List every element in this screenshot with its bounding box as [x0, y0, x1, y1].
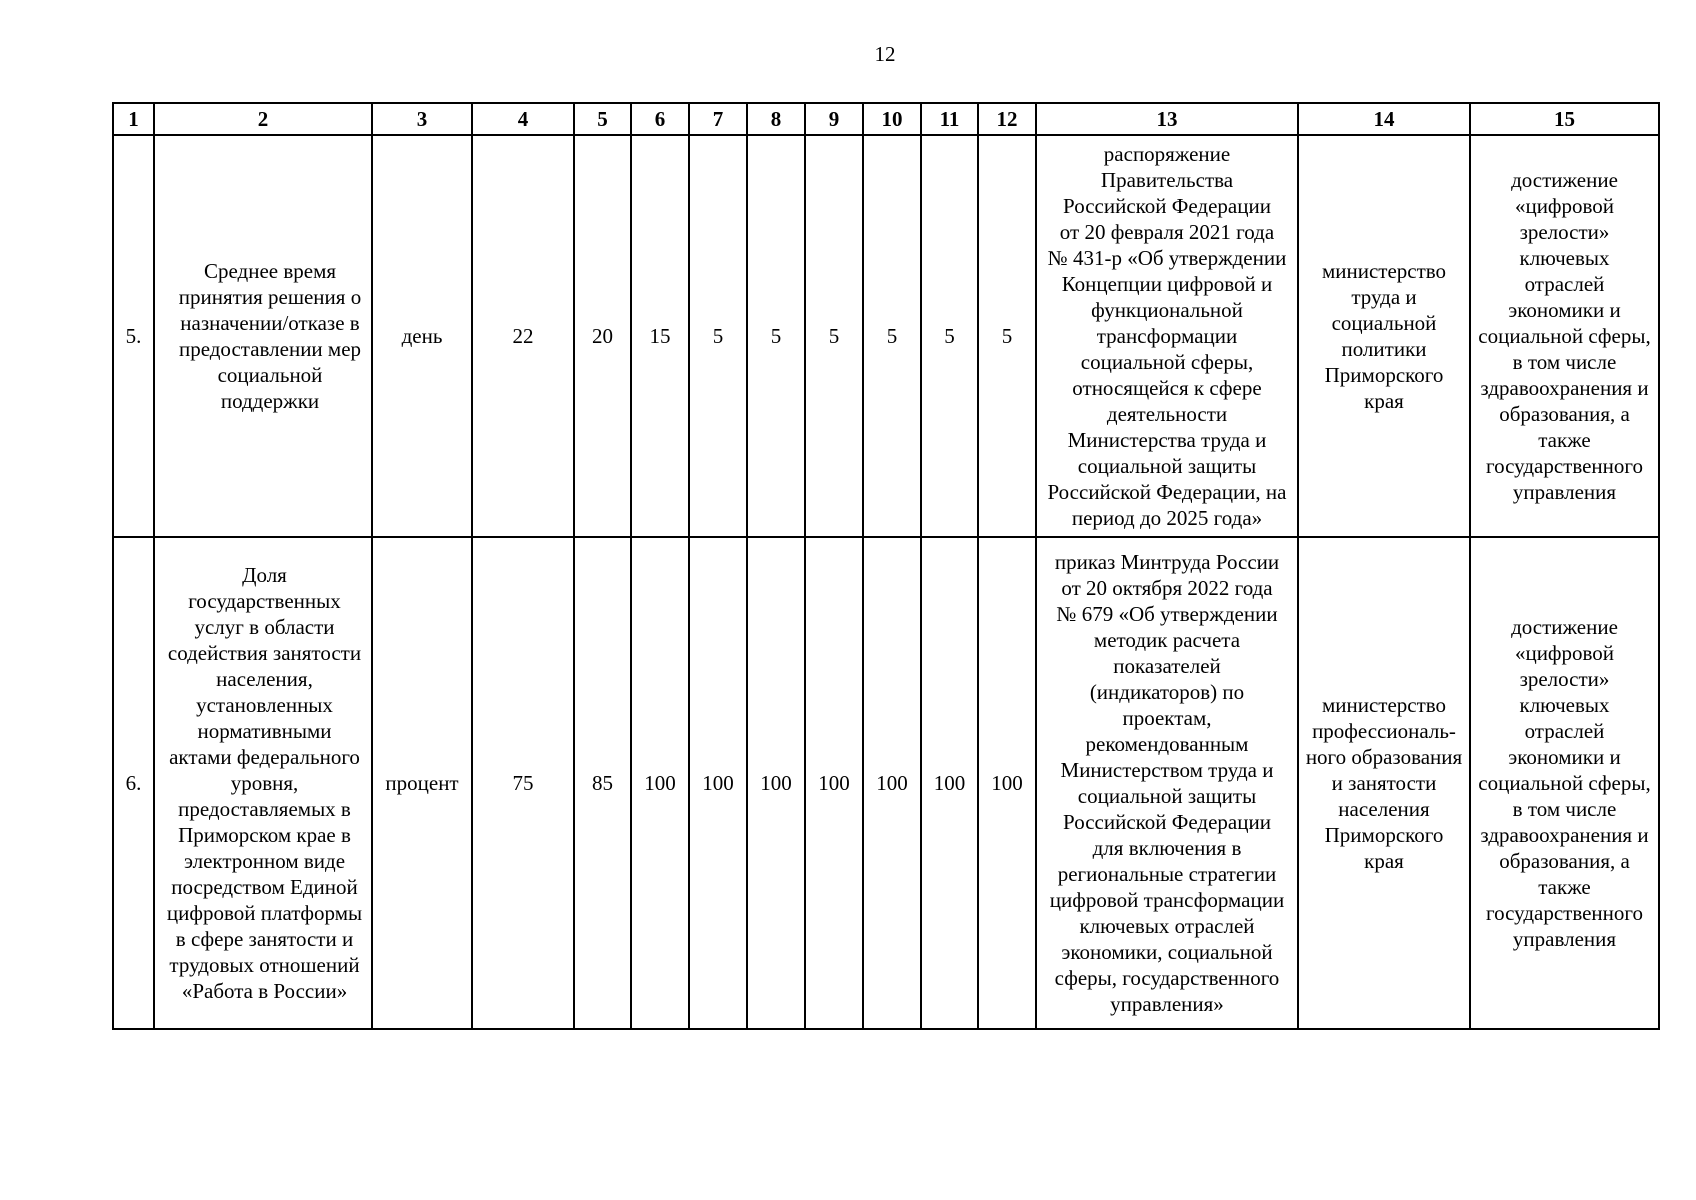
text-line: Приморском крае в — [178, 823, 351, 847]
text-line: Приморского — [1324, 823, 1444, 847]
value-cell: 5 — [805, 135, 863, 537]
value-cell: 5 — [921, 135, 978, 537]
text-line: назначении/отказе в — [180, 311, 360, 335]
text-line: уровня, — [230, 771, 299, 795]
text-line: сферы, государственного — [1054, 966, 1280, 990]
text-line: экономики, социальной — [1061, 940, 1273, 964]
text-line: экономики и — [1508, 745, 1621, 769]
indicator-name — [154, 135, 372, 537]
header-cell: 5 — [574, 103, 631, 135]
unit-cell: день — [372, 135, 472, 537]
text-line: Российской Федерации — [1063, 810, 1271, 834]
text-line: № 679 «Об утверждении — [1056, 602, 1278, 626]
value-cell: 100 — [978, 537, 1036, 1029]
header-cell: 2 — [154, 103, 372, 135]
value-cell: 100 — [805, 537, 863, 1029]
value-cell: 100 — [921, 537, 978, 1029]
header-cell: 15 — [1470, 103, 1659, 135]
text-line: для включения в — [1092, 836, 1242, 860]
text-line: ключевых отраслей — [1079, 914, 1255, 938]
header-cell: 3 — [372, 103, 472, 135]
text-line: Концепции цифровой и — [1061, 272, 1273, 296]
value-cell: 22 — [472, 135, 574, 537]
text-line: достижение — [1511, 168, 1618, 192]
table-row — [113, 135, 1659, 537]
text-line: от 20 октября 2022 года — [1061, 576, 1273, 600]
value-cell: 5 — [978, 135, 1036, 537]
text-line: ного образования — [1305, 745, 1463, 769]
header-cell: 8 — [747, 103, 805, 135]
text-line: населения, — [216, 667, 313, 691]
text-line: управления — [1512, 480, 1617, 504]
text-line: здравоохранения и — [1480, 376, 1649, 400]
text-line: Среднее время — [203, 259, 337, 283]
text-line: трансформации — [1096, 324, 1238, 348]
unit-cell: процент — [372, 537, 472, 1029]
text-line: предоставлении мер — [178, 337, 362, 361]
text-line: государственных — [188, 589, 341, 613]
text-line: ключевых — [1519, 246, 1610, 270]
goal-cell — [1470, 537, 1659, 1029]
text-line: электронном виде — [183, 849, 346, 873]
text-line: министерство — [1321, 259, 1447, 283]
text-line: Министерства труда и — [1067, 428, 1267, 452]
header-cell: 7 — [689, 103, 747, 135]
text-line: также — [1538, 875, 1591, 899]
text-line: и занятости — [1331, 771, 1437, 795]
text-line: «цифровой — [1514, 641, 1615, 665]
text-line: социальной сферы, — [1478, 324, 1651, 348]
text-line: содействия занятости — [167, 641, 362, 665]
header-cell: 9 — [805, 103, 863, 135]
text-line: края — [1364, 849, 1404, 873]
text-line: зрелости» — [1519, 220, 1610, 244]
text-line: региональные стратегии — [1057, 862, 1277, 886]
header-cell: 14 — [1298, 103, 1470, 135]
text-line: достижение — [1511, 615, 1618, 639]
text-line: также — [1538, 428, 1591, 452]
text-line: социальной — [1331, 311, 1437, 335]
value-cell: 15 — [631, 135, 689, 537]
text-line: Приморского — [1324, 363, 1444, 387]
text-line: «Работа в России» — [181, 979, 348, 1003]
text-line: поддержки — [220, 389, 320, 413]
header-cell: 6 — [631, 103, 689, 135]
text-line: цифровой платформы — [166, 901, 363, 925]
legal-source — [1036, 537, 1298, 1029]
text-line: отраслей — [1524, 719, 1605, 743]
text-line: населения — [1338, 797, 1430, 821]
text-line: деятельности — [1106, 402, 1228, 426]
text-line: Доля — [242, 563, 287, 587]
text-line: показателей — [1113, 654, 1221, 678]
text-line: социальной — [217, 363, 323, 387]
text-line: социальной сферы, — [1478, 771, 1651, 795]
text-line: (индикаторов) по — [1089, 680, 1245, 704]
value-cell: 5 — [863, 135, 921, 537]
text-line: отраслей — [1524, 272, 1605, 296]
indicator-name — [154, 537, 372, 1029]
header-cell: 12 — [978, 103, 1036, 135]
text-line: социальной защиты — [1077, 454, 1257, 478]
responsible-body — [1298, 537, 1470, 1029]
text-line: от 20 февраля 2021 года — [1059, 220, 1275, 244]
header-cell: 10 — [863, 103, 921, 135]
header-cell: 13 — [1036, 103, 1298, 135]
text-line: распоряжение — [1103, 142, 1231, 166]
text-line: в том числе — [1512, 797, 1617, 821]
text-line: социальной защиты — [1077, 784, 1257, 808]
table-row — [113, 537, 1659, 1029]
value-cell: 100 — [863, 537, 921, 1029]
value-cell: 5 — [747, 135, 805, 537]
text-line: посредством Единой — [171, 875, 358, 899]
value-cell: 85 — [574, 537, 631, 1029]
indicators-table — [112, 102, 1660, 1030]
text-line: политики — [1341, 337, 1427, 361]
text-line: государственного — [1485, 901, 1644, 925]
text-line: Правительства — [1100, 168, 1234, 192]
text-line: рекомендованным — [1085, 732, 1249, 756]
text-line: проектам, — [1122, 706, 1212, 730]
header-cell: 1 — [113, 103, 154, 135]
text-line: социальной сферы, — [1080, 350, 1254, 374]
value-cell: 5 — [689, 135, 747, 537]
text-line: методик расчета — [1093, 628, 1241, 652]
text-line: актами федерального — [169, 745, 360, 769]
legal-source — [1036, 135, 1298, 537]
text-line: «цифровой — [1514, 194, 1615, 218]
text-line: относящейся к сфере — [1072, 376, 1262, 400]
value-cell: 20 — [574, 135, 631, 537]
value-cell: 100 — [747, 537, 805, 1029]
text-line: приказ Минтруда России — [1054, 550, 1280, 574]
goal-cell — [1470, 135, 1659, 537]
text-line: № 431-р «Об утверждении — [1047, 246, 1287, 270]
header-cell: 11 — [921, 103, 978, 135]
text-line: услуг в области — [194, 615, 335, 639]
text-line: Министерством труда и — [1060, 758, 1274, 782]
text-line: профессиональ- — [1312, 719, 1456, 743]
text-line: функциональной — [1091, 298, 1243, 322]
value-cell: 75 — [472, 537, 574, 1029]
text-line: в сфере занятости и — [175, 927, 354, 951]
text-line: образования, а — [1499, 402, 1630, 426]
text-line: ключевых — [1519, 693, 1610, 717]
text-line: период до 2025 года» — [1071, 506, 1263, 530]
text-line: принятия решения о — [178, 285, 362, 309]
text-line: цифровой трансформации — [1049, 888, 1285, 912]
page-number: 12 — [874, 42, 896, 66]
text-line: управления» — [1110, 992, 1224, 1016]
text-line: управления — [1512, 927, 1617, 951]
text-line: зрелости» — [1519, 667, 1610, 691]
row-number: 5. — [113, 135, 154, 537]
text-line: Российской Федерации, на — [1047, 480, 1287, 504]
text-line: трудовых отношений — [169, 953, 360, 977]
table-header-row — [113, 103, 1659, 135]
value-cell: 100 — [689, 537, 747, 1029]
text-line: нормативными — [197, 719, 332, 743]
text-line: государственного — [1485, 454, 1644, 478]
text-line: в том числе — [1512, 350, 1617, 374]
text-line: края — [1364, 389, 1404, 413]
text-line: министерство — [1321, 693, 1447, 717]
value-cell: 100 — [631, 537, 689, 1029]
header-cell: 4 — [472, 103, 574, 135]
row-number: 6. — [113, 537, 154, 1029]
text-line: здравоохранения и — [1480, 823, 1649, 847]
responsible-body — [1298, 135, 1470, 537]
text-line: Российской Федерации — [1063, 194, 1271, 218]
text-line: предоставляемых в — [178, 797, 351, 821]
text-line: образования, а — [1499, 849, 1630, 873]
text-line: экономики и — [1508, 298, 1621, 322]
text-line: труда и — [1351, 285, 1417, 309]
text-line: установленных — [196, 693, 333, 717]
